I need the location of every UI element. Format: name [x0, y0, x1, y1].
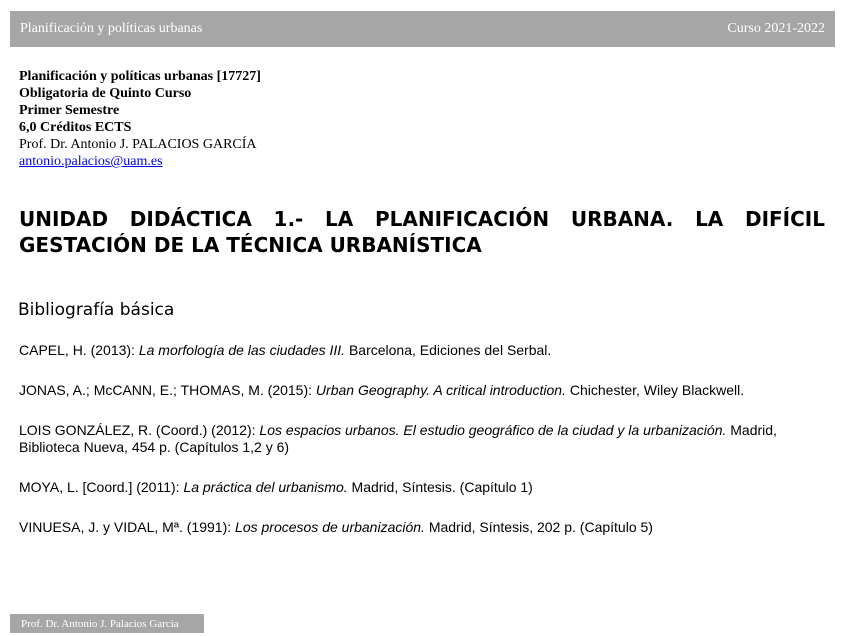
- bibliography-reference: [19, 479, 819, 496]
- bibliography-reference: [19, 342, 819, 359]
- bibliography-reference: [19, 382, 819, 399]
- reference-title: La morfología de las ciudades III.: [138, 342, 346, 358]
- page-footer: [10, 614, 204, 633]
- course-credits-line: 6,0 Créditos ECTS: [19, 120, 132, 135]
- course-name-line: Planificación y políticas urbanas [17727]: [19, 69, 261, 84]
- reference-title: La práctica del urbanismo.: [183, 479, 348, 495]
- reference-publisher: Barcelona, Ediciones del Serbal.: [345, 342, 552, 358]
- page-header: [10, 11, 835, 47]
- course-semester-line: Primer Semestre: [19, 103, 120, 118]
- header-course-name: Planificación y políticas urbanas: [20, 21, 203, 36]
- reference-author: VINUESA, J. y VIDAL, Mª. (1991):: [19, 519, 236, 535]
- reference-author: JONAS, A.; McCANN, E.; THOMAS, M. (2015):: [19, 382, 316, 398]
- course-type-line: Obligatoria de Quinto Curso: [19, 86, 192, 101]
- reference-publisher: Madrid, Síntesis, 202 p. (Capítulo 5): [424, 519, 653, 535]
- reference-title: Urban Geography. A critical introduction.: [315, 382, 566, 398]
- bibliography-reference: [19, 422, 819, 456]
- header-academic-year: Curso 2021-2022: [727, 21, 825, 36]
- reference-title: Los espacios urbanos. El estudio geográfico de la ciudad y la urbanización.: [259, 422, 727, 438]
- unit-title: UNIDAD DIDÁCTICA 1.- LA PLANIFICACIÓN URBANA. LA DIFÍCIL GESTACIÓN DE LA TÉCNICA URBANÍSTICA: [19, 207, 825, 257]
- footer-professor-name: Prof. Dr. Antonio J. Palacios García: [21, 617, 179, 630]
- bibliography-list: [19, 342, 819, 559]
- course-info-block: [19, 68, 261, 170]
- bibliography-heading: Bibliografía básica: [18, 300, 175, 320]
- professor-line: Prof. Dr. Antonio J. PALACIOS GARCÍA: [19, 137, 257, 152]
- reference-publisher: Madrid, Síntesis. (Capítulo 1): [347, 479, 533, 495]
- reference-publisher: Chichester, Wiley Blackwell.: [565, 382, 745, 398]
- professor-email-link[interactable]: antonio.palacios@uam.es: [19, 154, 163, 169]
- reference-author: CAPEL, H. (2013):: [19, 342, 139, 358]
- bibliography-reference: [19, 519, 819, 536]
- reference-author: MOYA, L. [Coord.] (2011):: [19, 479, 184, 495]
- reference-publisher: Madrid, Biblioteca Nueva, 454 p. (Capítulos 1,2 y 6): [19, 422, 777, 455]
- reference-title: Los procesos de urbanización.: [235, 519, 425, 535]
- reference-author: LOIS GONZÁLEZ, R. (Coord.) (2012):: [19, 422, 260, 438]
